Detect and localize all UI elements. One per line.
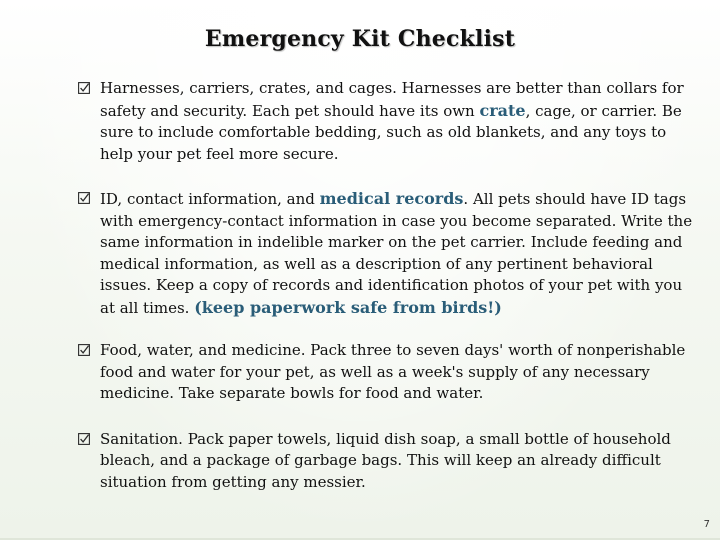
bullet-list	[78, 78, 698, 493]
checkbox-icon	[78, 82, 90, 94]
highlight-crate: crate	[479, 100, 526, 120]
bullet-text: Sanitation. Pack paper towels, liquid dish soap, a small bottle of household bleach, and a package of garbage bags. This will keep an already difficult situation from getting any messier.	[100, 429, 671, 491]
checkbox-icon	[78, 192, 90, 204]
page-number: 7	[703, 519, 710, 530]
checkbox-icon	[78, 433, 90, 445]
highlight-keep-paperwork: (keep paperwork safe from birds!)	[194, 297, 502, 317]
bullet-text: , cage, or carrier. Be sure to include comfortable bedding, such as old blankets, and any toys to help your pet feel more secure.	[100, 101, 682, 163]
bullet-item-harnesses	[78, 78, 698, 165]
checkbox-icon	[78, 344, 90, 356]
bullet-text: Harnesses, carriers, crates, and cages. Harnesses are better than collars for safety and security. Each pet should have its own	[100, 79, 684, 120]
bullet-item-id-records	[78, 188, 698, 319]
slide-title: Emergency Kit Checklist	[204, 26, 516, 52]
bullet-text: Food, water, and medicine. Pack three to seven days' worth of nonperishable food and water for your pet, as well as a week's supply of any necessary medicine. Take separate bowls for food and water.	[100, 341, 686, 402]
bullet-text: . All pets should have ID tags with emergency-contact information in case you become separated. Write the same information in indelible marker on the pet carrier. Include feeding and medical information, as well as a description of any pertinent behavioral issues. Keep a copy of records and identification photos of your pet with you at all times.	[100, 190, 693, 317]
bullet-item-food-water	[78, 340, 698, 405]
bullet-text: ID, contact information, and	[100, 190, 320, 208]
bullet-item-sanitation	[78, 429, 698, 494]
highlight-medical-records: medical records	[319, 189, 464, 208]
